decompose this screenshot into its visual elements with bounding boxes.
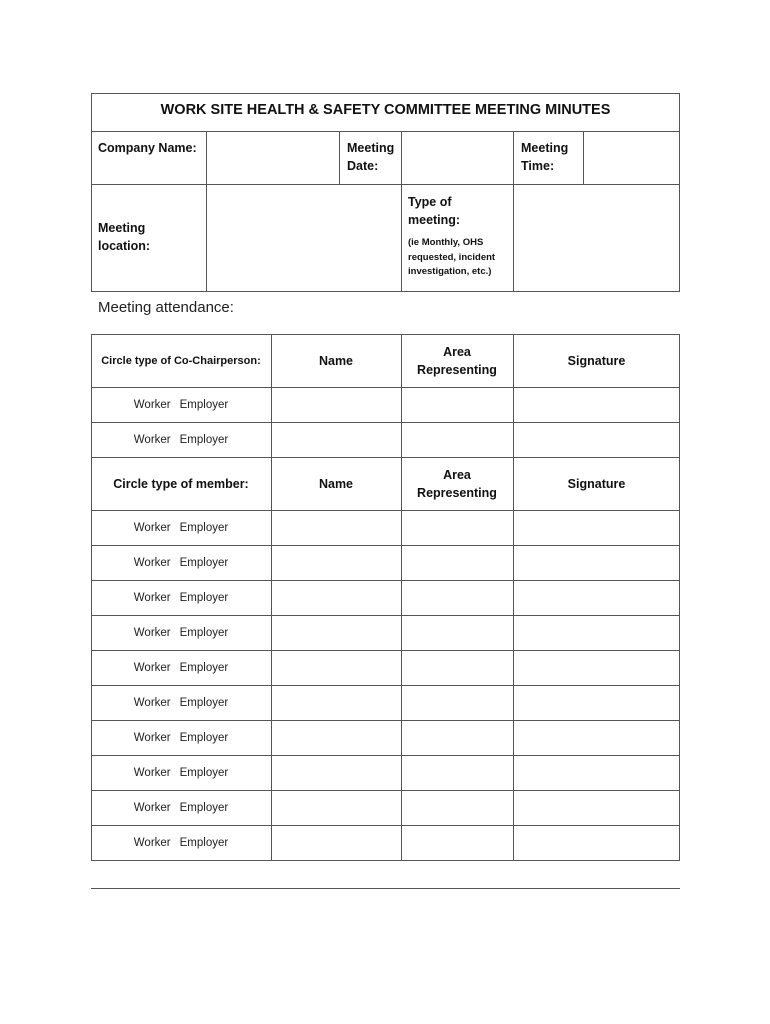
worker-option[interactable]: Worker <box>133 398 171 411</box>
signature-field[interactable] <box>514 546 679 580</box>
area-header-line2: Representing <box>417 362 497 377</box>
employer-option[interactable]: Employer <box>179 591 229 604</box>
company-name-field[interactable] <box>207 132 339 184</box>
worker-option[interactable]: Worker <box>133 556 171 569</box>
name-field[interactable] <box>272 826 401 860</box>
area-field[interactable] <box>402 388 513 422</box>
employer-option[interactable]: Employer <box>179 556 229 569</box>
worker-employer-choice[interactable] <box>91 545 271 580</box>
worker-option[interactable]: Worker <box>133 591 171 604</box>
signature-field[interactable] <box>514 756 679 790</box>
co-chair-type-header: Circle type of Co-Chairperson: <box>101 354 261 367</box>
meeting-type-field[interactable] <box>514 185 679 291</box>
area-header-line1: Area <box>443 467 471 482</box>
area-header-line1: Area <box>443 344 471 359</box>
employer-option[interactable]: Employer <box>179 661 229 674</box>
name-field[interactable] <box>272 686 401 720</box>
area-field[interactable] <box>402 616 513 650</box>
name-field[interactable] <box>272 388 401 422</box>
member-type-header: Circle type of member: <box>113 476 249 491</box>
area-representing-header <box>401 334 513 387</box>
area-field[interactable] <box>402 721 513 755</box>
worker-option[interactable]: Worker <box>133 731 171 744</box>
worker-employer-choice[interactable] <box>91 825 271 860</box>
signature-field[interactable] <box>514 616 679 650</box>
meeting-location-label: Meeting location: <box>98 221 151 253</box>
worker-employer-choice[interactable] <box>91 790 271 825</box>
area-representing-header <box>401 457 513 510</box>
name-field[interactable] <box>272 651 401 685</box>
divider <box>339 131 340 184</box>
worker-employer-choice[interactable] <box>91 510 271 545</box>
name-field[interactable] <box>272 756 401 790</box>
signature-field[interactable] <box>514 581 679 615</box>
company-name-label: Company Name: <box>98 141 197 155</box>
signature-field[interactable] <box>514 511 679 545</box>
area-header-line2: Representing <box>417 485 497 500</box>
employer-option[interactable]: Employer <box>179 801 229 814</box>
meeting-date-label: Meeting Date: <box>347 141 395 173</box>
employer-option[interactable]: Employer <box>179 521 229 534</box>
area-field[interactable] <box>402 651 513 685</box>
meeting-location-field[interactable] <box>207 185 401 291</box>
area-field[interactable] <box>402 826 513 860</box>
form-title: WORK SITE HEALTH & SAFETY COMMITTEE MEETING MINUTES <box>160 102 611 118</box>
area-field[interactable] <box>402 756 513 790</box>
worker-employer-choice[interactable] <box>91 387 271 422</box>
worker-employer-choice[interactable] <box>91 720 271 755</box>
worker-option[interactable]: Worker <box>133 801 171 814</box>
signature-field[interactable] <box>514 423 679 457</box>
worker-employer-choice[interactable] <box>91 422 271 457</box>
worker-option[interactable]: Worker <box>133 661 171 674</box>
area-field[interactable] <box>402 686 513 720</box>
worker-employer-choice[interactable] <box>91 755 271 790</box>
worker-option[interactable]: Worker <box>133 521 171 534</box>
signature-field[interactable] <box>514 651 679 685</box>
worker-option[interactable]: Worker <box>133 696 171 709</box>
meeting-date-field[interactable] <box>402 132 513 184</box>
footer-rule <box>91 888 680 889</box>
name-field[interactable] <box>272 511 401 545</box>
employer-option[interactable]: Employer <box>179 836 229 849</box>
meeting-time-label: Meeting Time: <box>521 141 569 173</box>
signature-field[interactable] <box>514 686 679 720</box>
name-field[interactable] <box>272 721 401 755</box>
area-field[interactable] <box>402 423 513 457</box>
signature-field[interactable] <box>514 388 679 422</box>
signature-field[interactable] <box>514 721 679 755</box>
name-field[interactable] <box>272 616 401 650</box>
name-field[interactable] <box>272 791 401 825</box>
employer-option[interactable]: Employer <box>179 626 229 639</box>
area-field[interactable] <box>402 546 513 580</box>
meeting-time-field[interactable] <box>584 132 679 184</box>
employer-option[interactable]: Employer <box>179 433 229 446</box>
worker-employer-choice[interactable] <box>91 580 271 615</box>
employer-option[interactable]: Employer <box>179 398 229 411</box>
name-header: Name <box>318 353 354 368</box>
worker-employer-choice[interactable] <box>91 685 271 720</box>
area-field[interactable] <box>402 581 513 615</box>
name-field[interactable] <box>272 546 401 580</box>
employer-option[interactable]: Employer <box>179 731 229 744</box>
name-field[interactable] <box>272 581 401 615</box>
worker-option[interactable]: Worker <box>133 766 171 779</box>
area-field[interactable] <box>402 511 513 545</box>
meeting-type-label: Type of meeting: (ie Monthly, OHS requested, incident investigation, etc.) <box>408 195 496 277</box>
employer-option[interactable]: Employer <box>179 766 229 779</box>
signature-field[interactable] <box>514 826 679 860</box>
name-field[interactable] <box>272 423 401 457</box>
employer-option[interactable]: Employer <box>179 696 229 709</box>
signature-header: Signature <box>567 353 626 368</box>
worker-option[interactable]: Worker <box>133 433 171 446</box>
attendance-heading: Meeting attendance: <box>98 299 234 316</box>
signature-header: Signature <box>567 476 626 491</box>
signature-field[interactable] <box>514 791 679 825</box>
worker-option[interactable]: Worker <box>133 626 171 639</box>
worker-employer-choice[interactable] <box>91 615 271 650</box>
name-header: Name <box>318 476 354 491</box>
worker-option[interactable]: Worker <box>133 836 171 849</box>
worker-employer-choice[interactable] <box>91 650 271 685</box>
area-field[interactable] <box>402 791 513 825</box>
